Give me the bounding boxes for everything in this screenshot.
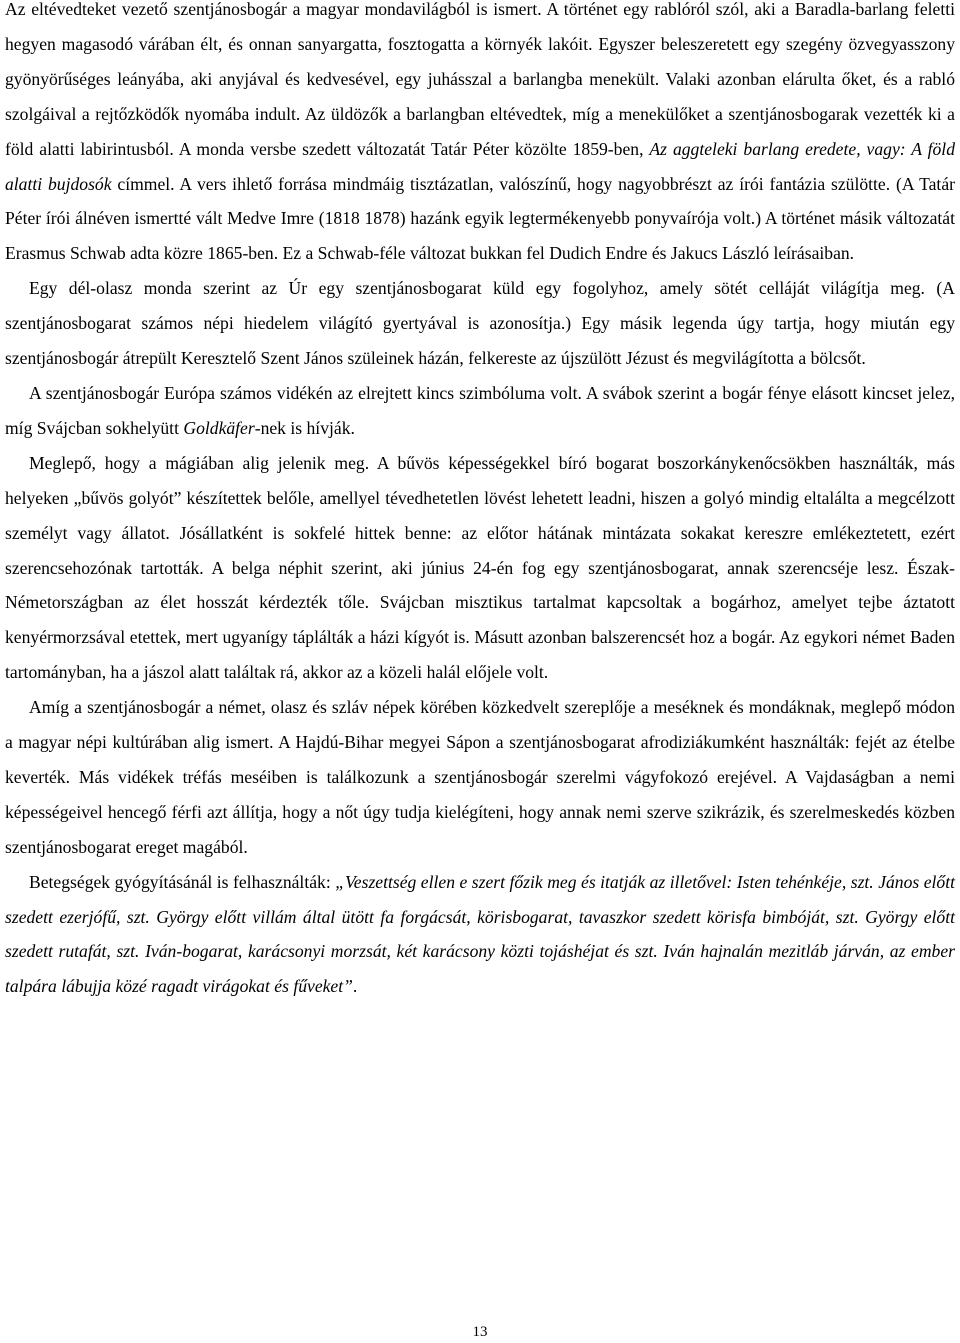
page-number: 13 (472, 1324, 488, 1340)
paragraph (5, 376, 955, 446)
text-segment: Betegségek gyógyításánál is felhasználták: (29, 871, 336, 892)
text-segment: Meglepő, hogy a mágiában alig jelenik meg. A bűvös képességekkel bíró bogarat boszorkánykenőcsökben használták, más helyeken „bűvös golyót” készítettek belőle, amellyel tévedhetetlen lövést lehetett leadni, hiszen a golyó mindig eltalálta a megcélzott személyt vagy állatot. Jósállatként is sokfelé hittek benne: az előtor hátának mintázata sokakat kereszre emlékeztetett, ezért szerencsehozónak tartották. A belga néphit szerint, aki június 24-én fog egy szentjánosbogarat, annak szerencséje lesz. Észak-Németországban az élet hosszát kérdezték tőle. Svájcban misztikus tartalmat kapcsoltak a bogárhoz, amelyet tejbe áztatott kenyérmorzsával etettek, mert ugyanígy táplálták a házi kígyót is. Másutt azonban balszerencsét hoz a bogár. Az egykori német Baden tartományban, ha a jászol alatt találtak rá, akkor az a közeli halál előjele volt. (5, 452, 955, 683)
text-segment: Egy dél-olasz monda szerint az Úr egy szentjánosbogarat küld egy fogolyhoz, amely sötét celláját világítja meg. (A szentjánosbogarat számos népi hiedelem világító gyertyával is azonosítja.) Egy másik legenda úgy tartja, hogy miután egy szentjánosbogár átrepült Keresztelő Szent János szüleinek házán, felkereste az újszülött Jézust és megvilágította a bölcsőt. (5, 278, 955, 369)
text-segment: Az eltévedteket vezető szentjánosbogár a magyar mondavilágból is ismert. A történet egy rablóról szól, aki a Baradla-barlang feletti hegyen magasodó várában élt, és onnan sanyargatta, fosztogatta a környék lakóit. Egyszer beleszeretett egy szegény özvegyasszony gyönyörűséges leányába, aki anyjával és kedvesével, egy juhásszal a barlangba menekült. Valaki azonban elárulta őket, és a rabló szolgáival a rejtőzködők nyomába indult. Az üldözők a barlangban eltévedtek, míg a menekülőket a szentjánosbogarak vezették ki a föld alatti labirintusból. A monda versbe szedett változatát Tatár Péter közölte 1859-ben, (5, 0, 955, 159)
paragraph (5, 865, 955, 1005)
italic-text: Az aggteleki barlang eredete, vagy: A föld alatti bujdosók (5, 138, 955, 194)
italic-text: Goldkäfer (183, 417, 255, 438)
paragraph (5, 0, 955, 271)
italic-text: „Veszettség ellen e szert főzik meg és itatják az illetővel: Isten tehénkéje, szt. János előtt szedett ezerjófű, szt. György előtt villám által ütött fa forgácsát, körisbogarat, tavaszkor szedett körisfa bimbóját, szt. György előtt szedett rutafát, szt. Iván-bogarat, karácsonyi morzsát, két karácsony közti tojáshéjat és szt. Iván hajnalán mezitláb járván, az ember talpára lábujja közé ragadt virágokat és fűveket” (5, 871, 955, 997)
text-segment: -nek is hívják. (254, 417, 355, 438)
text-segment: . (352, 976, 358, 997)
text-segment: A szentjánosbogár Európa számos vidékén az elrejtett kincs szimbóluma volt. A svábok szerint a bogár fénye elásott kincset jelez, míg Svájcban sokhelyütt (5, 382, 955, 438)
paragraph (5, 271, 955, 376)
body-text (5, 0, 955, 1004)
text-segment: Amíg a szentjánosbogár a német, olasz és szláv népek körében közkedvelt szereplője a meséknek és mondáknak, meglepő módon a magyar népi kultúrában alig ismert. A Hajdú-Bihar megyei Sápon a szentjánosbogarat afrodiziákumként használták: fejét az ételbe keverték. Más vidékek tréfás meséiben is találkozunk a szentjánosbogár szerelmi vágyfokozó erejével. A Vajdaságban a nemi képességeivel hencegő férfi azt állítja, hogy a nőt úgy tudja kielégíteni, hogy annak nemi szerve szikrázik, és szerelmeskedés közben szentjánosbogarat ereget magából. (5, 697, 955, 857)
paragraph (5, 690, 955, 865)
paragraph (5, 446, 955, 690)
text-segment: címmel. A vers ihlető forrása mindmáig tisztázatlan, valószínű, hogy nagyobbrészt az írói fantázia szülötte. (A Tatár Péter írói álnéven ismertté vált Medve Imre (1818 1878) hazánk egyik legtermékenyebb ponyvaírója volt.) A történet másik változatát Erasmus Schwab adta közre 1865-ben. Ez a Schwab-féle változat bukkan fel Dudich Endre és Jakucs László leírásaiban. (5, 173, 955, 264)
